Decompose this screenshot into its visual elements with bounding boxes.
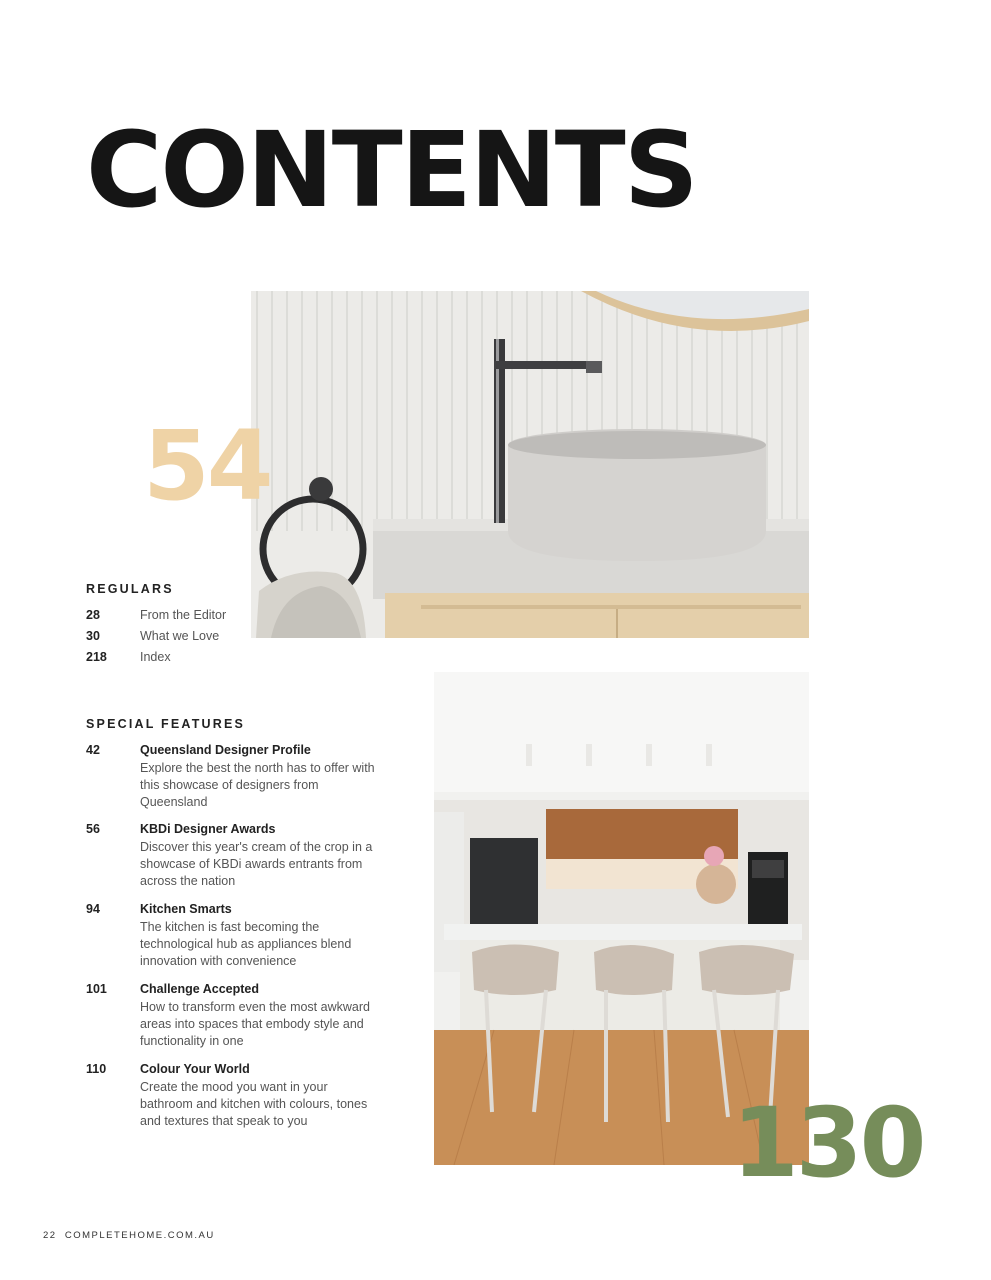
item-label: From the Editor (140, 608, 227, 622)
feature-description: How to transform even the most awkward areas into spaces that embody style and functionality in one (140, 1000, 370, 1048)
item-page-number: 28 (86, 608, 100, 622)
feature-page-number: 94 (86, 902, 100, 916)
feature-title: Colour Your World (140, 1062, 250, 1076)
item-label: What we Love (140, 629, 220, 643)
feature-page-number: 42 (86, 743, 100, 757)
feature-page-number: 110 (86, 1062, 107, 1076)
feature-description: Discover this year's cream of the crop in a showcase of KBDi awards entrants from across the nation (140, 840, 373, 888)
feature-description: Create the mood you want in your bathroom and kitchen with colours, tones and textures that speak to you (140, 1080, 368, 1128)
feature-title: Kitchen Smarts (140, 902, 232, 916)
feature-title: KBDi Designer Awards (140, 822, 276, 836)
item-page-number: 30 (86, 629, 100, 643)
feature-title: Queensland Designer Profile (140, 743, 311, 757)
item-page-number: 218 (86, 650, 107, 664)
item-label: Index (140, 650, 171, 664)
footer-site: COMPLETEHOME.COM.AU (64, 1230, 215, 1241)
special-features-heading: SPECIAL FEATURES (86, 717, 246, 731)
feature-title: Challenge Accepted (140, 982, 260, 996)
footer-page-number: 22 (43, 1230, 57, 1241)
regulars-heading: REGULARS (86, 582, 174, 596)
bathroom-photo (251, 291, 809, 638)
page-title: CONTENTS (86, 109, 697, 231)
feature-description: Explore the best the north has to offer with this showcase of designers from Queensland (140, 761, 375, 809)
feature-page-number: 101 (86, 982, 107, 996)
kitchen-feature-number: 130 (732, 1087, 924, 1199)
feature-page-number: 56 (86, 822, 100, 836)
footer (43, 1230, 215, 1241)
bathroom-feature-number: 54 (143, 410, 271, 522)
feature-description: The kitchen is fast becoming the technological hub as appliances blend innovation with convenience (140, 920, 352, 968)
